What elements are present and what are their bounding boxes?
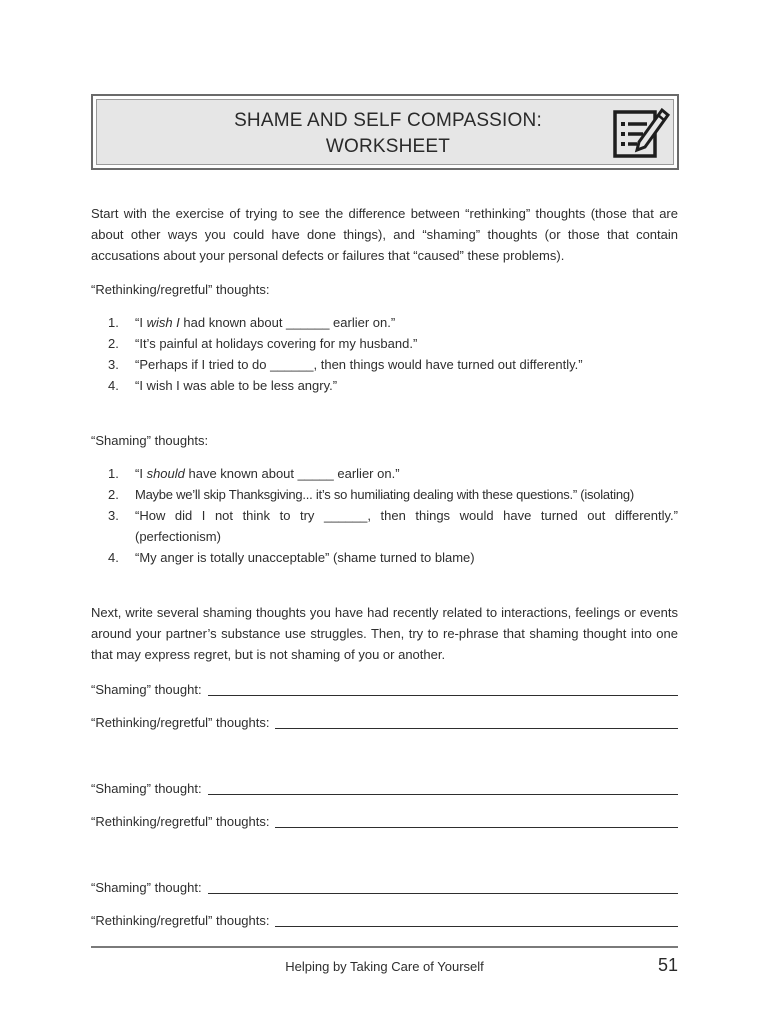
list-item — [91, 375, 678, 396]
title-line-1: SHAME AND SELF COMPASSION: — [234, 110, 542, 131]
list-number: 3. — [108, 508, 119, 523]
blank-line[interactable] — [208, 793, 678, 795]
shaming-thought-field-2[interactable] — [91, 778, 678, 799]
list-number: 1. — [108, 466, 119, 481]
field-label: “Rethinking/regretful” thoughts: — [91, 814, 270, 829]
list-item — [91, 463, 678, 484]
list-number: 4. — [108, 378, 119, 393]
instructions-paragraph: Next, write several shaming thoughts you have had recently related to interactions, feelings or events around your partner’s substance use struggles. Then, try to re-phrase that shaming thought into one that may express regret, but is not shaming of you or another. — [91, 605, 678, 662]
footer-title: Helping by Taking Care of Yourself — [285, 959, 484, 974]
list-number: 2. — [108, 336, 119, 351]
list-number: 3. — [108, 357, 119, 372]
blank-line[interactable] — [275, 727, 678, 729]
shaming-thought-field-1[interactable] — [91, 679, 678, 700]
list-text: “I wish I was able to be less angry.” — [135, 378, 338, 393]
list-text: “I — [135, 315, 147, 330]
blank-line[interactable] — [208, 892, 678, 894]
list-item — [91, 354, 678, 375]
list-number: 1. — [108, 315, 119, 330]
list-text: “I — [135, 466, 147, 481]
list-text: had known about ______ earlier on.” — [179, 315, 396, 330]
title-banner — [91, 94, 679, 170]
page-title — [93, 108, 683, 160]
list-item — [91, 505, 678, 547]
list-item — [91, 312, 678, 333]
list-text: Maybe we’ll skip Thanksgiving... it’s so humiliating dealing with these questions.” (isolating) — [135, 487, 634, 502]
rethinking-list — [91, 312, 678, 396]
rethinking-thought-field-3[interactable] — [91, 910, 678, 931]
field-label: “Shaming” thought: — [91, 781, 202, 796]
list-text: “My anger is totally unacceptable” (shame turned to blame) — [135, 550, 475, 565]
list-text: “How did I not think to try ______, then things would have turned out differently.” (perfectionism) — [135, 508, 678, 544]
list-text: “It’s painful at holidays covering for my husband.” — [135, 336, 418, 351]
shaming-heading: “Shaming” thoughts: — [91, 433, 209, 448]
list-text: have known about _____ earlier on.” — [184, 466, 400, 481]
shaming-thought-field-3[interactable] — [91, 877, 678, 898]
list-number: 2. — [108, 487, 119, 502]
footer-divider — [91, 946, 678, 948]
list-text-emphasis: should — [146, 466, 185, 481]
list-text-emphasis: wish I — [146, 315, 180, 330]
list-item — [91, 333, 678, 354]
field-label: “Shaming” thought: — [91, 880, 202, 895]
rethinking-thought-field-1[interactable] — [91, 712, 678, 733]
list-item — [91, 484, 678, 505]
intro-paragraph: Start with the exercise of trying to see the difference between “rethinking” thoughts (those that are about other ways you could have done things), and “shaming” thoughts (or those that contain accusations about your personal defects or failures that “caused” these problems). — [91, 206, 678, 263]
field-label: “Shaming” thought: — [91, 682, 202, 697]
rethinking-heading: “Rethinking/regretful” thoughts: — [91, 282, 270, 297]
field-label: “Rethinking/regretful” thoughts: — [91, 913, 270, 928]
list-number: 4. — [108, 550, 119, 565]
blank-line[interactable] — [208, 694, 678, 696]
page-number: 51 — [657, 955, 678, 975]
worksheet-pencil-icon — [609, 102, 671, 164]
title-line-2: WORKSHEET — [325, 136, 451, 157]
field-label: “Rethinking/regretful” thoughts: — [91, 715, 270, 730]
list-item — [91, 547, 678, 568]
list-text: “Perhaps if I tried to do ______, then things would have turned out differently.” — [135, 357, 583, 372]
shaming-list — [91, 463, 678, 568]
blank-line[interactable] — [275, 826, 678, 828]
rethinking-thought-field-2[interactable] — [91, 811, 678, 832]
blank-line[interactable] — [275, 925, 678, 927]
